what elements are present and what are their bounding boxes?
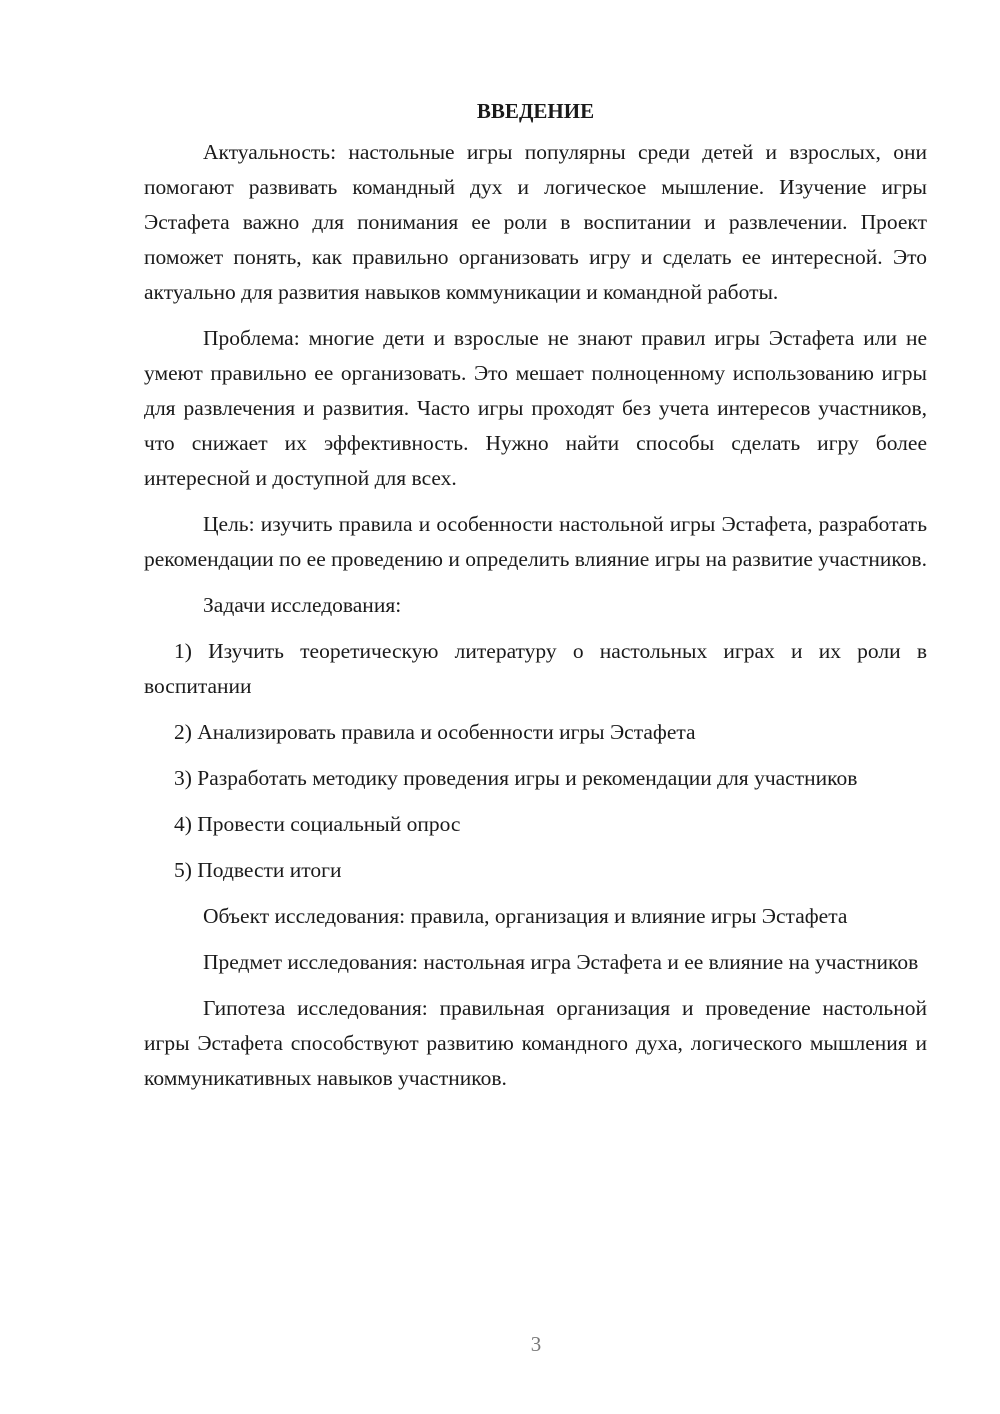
object-paragraph: Объект исследования: правила, организация и влияние игры Эстафета (203, 904, 848, 928)
subject-paragraph: Предмет исследования: настольная игра Эстафета и ее влияние на участников (203, 950, 919, 974)
task-item-2: 2) Анализировать правила и особенности игры Эстафета (174, 720, 696, 744)
task-item-4: 4) Провести социальный опрос (174, 812, 461, 836)
task-item-3: 3) Разработать методику проведения игры и рекомендации для участников (174, 766, 858, 790)
hypothesis-paragraph: Гипотеза исследования: правильная организация и проведение настольной игры Эстафета способствуют развитию командного духа, логического мышления и коммуникативных навыков участников. (144, 996, 927, 1090)
relevance-paragraph: Актуальность: настольные игры популярны среди детей и взрослых, они помогают развивать командный дух и логическое мышление. Изучение игры Эстафета важно для понимания ее роли в воспитании и развлечении. Проект поможет понять, как правильно организовать игру и сделать ее интересной. Это актуально для развития навыков коммуникации и командной работы. (144, 140, 927, 304)
problem-paragraph: Проблема: многие дети и взрослые не знают правил игры Эстафета или не умеют правильно ее организовать. Это мешает полноценному использованию игры для развлечения и развития. Часто игры проходят без учета интересов участников, что снижает их эффективность. Нужно найти способы сделать игру более интересной и доступной для всех. (144, 326, 927, 490)
page-body (144, 96, 927, 1107)
task-item-1: 1) Изучить теоретическую литературу о настольных играх и их роли в воспитании (144, 639, 927, 698)
goal-paragraph: Цель: изучить правила и особенности настольной игры Эстафета, разработать рекомендации по ее проведению и определить влияние игры на развитие участников. (144, 512, 927, 571)
page-title: ВВЕДЕНИЕ (476, 99, 595, 123)
tasks-heading: Задачи исследования: (203, 593, 402, 617)
task-item-5: 5) Подвести итоги (174, 858, 342, 882)
page-number: 3 (530, 1332, 542, 1356)
